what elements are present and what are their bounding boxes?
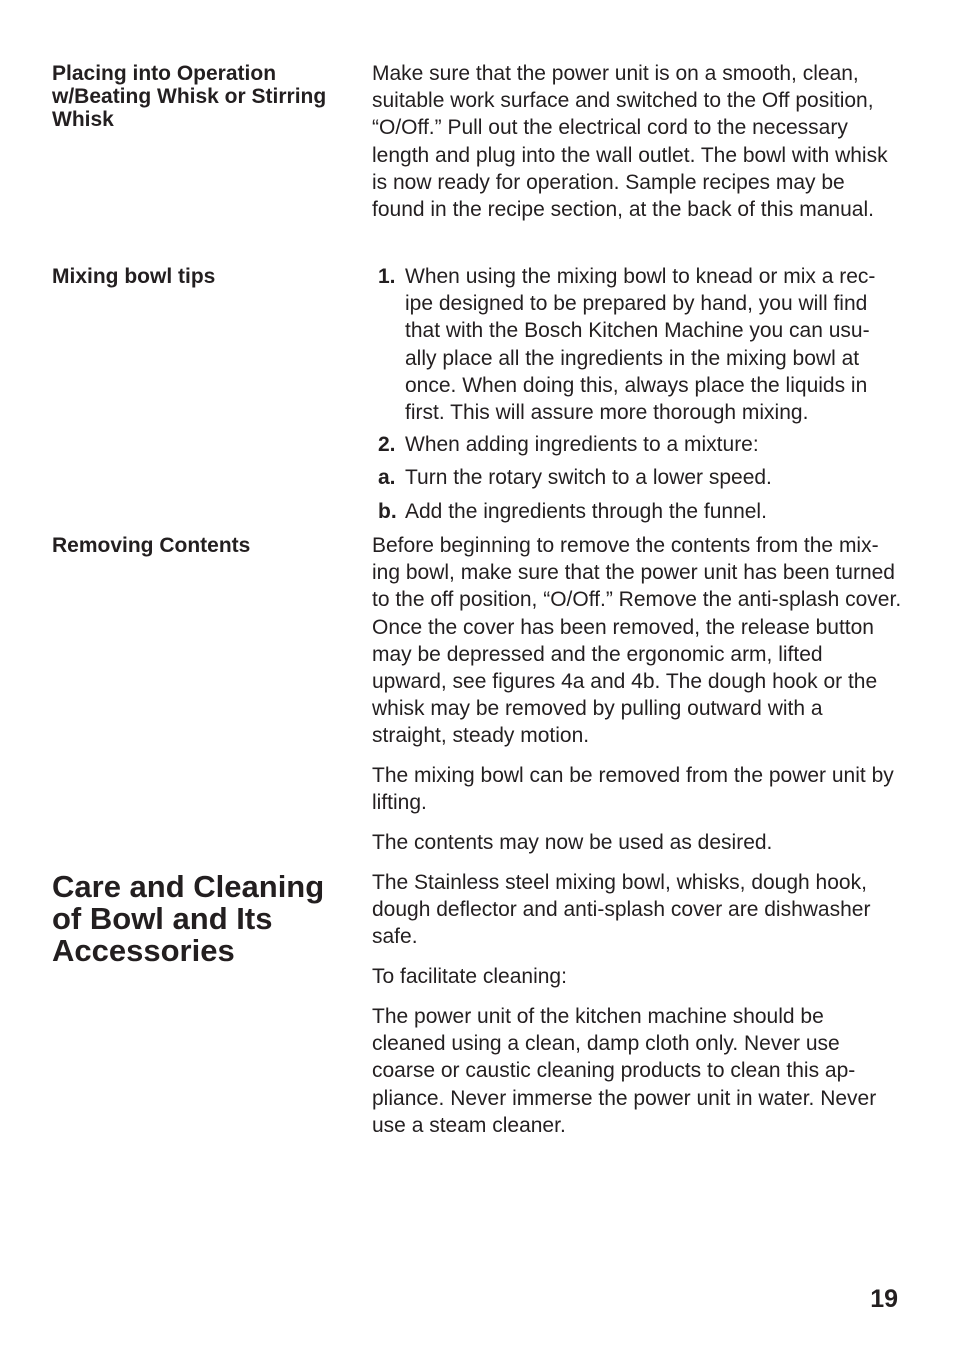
section-title-care-and-cleaning: Care and Cleaning of Bowl and Its Accessories — [52, 869, 325, 968]
page-number: 19 — [870, 1285, 898, 1313]
list-item-marker: b. — [378, 500, 397, 523]
list-item-text: Add the ingredients through the funnel. — [405, 500, 767, 523]
placing-into-operation-text: Make sure that the power unit is on a smooth, clean, suitable work surface and switched to the Off position, “O/Off.” Pull out the electrical cord to the necessary length and plug into the wall outlet. The bowl with whisk is now ready for operation. Sample recipes may be found in the recipe section, at the back of this manual. — [372, 62, 888, 222]
list-item-marker: 2. — [378, 433, 396, 456]
list-item-marker: 1. — [378, 265, 396, 288]
care-paragraph-1: The Stainless steel mixing bowl, whisks, dough hook, dough deflector and anti-splash cover are dishwasher safe. — [372, 871, 871, 949]
removing-contents-paragraph-1: Before beginning to remove the contents from the mix-ing bowl, make sure that the power unit has been turned to the off position, “O/Off.” Remove the anti-splash cover. Once the cover has been removed, the release button may be depressed and the ergonomic arm, lifted upward, see figures 4a and 4b. The dough hook or the whisk may be removed by pulling outward with a straight, steady motion. — [372, 534, 902, 748]
list-item — [378, 464, 898, 491]
list-item-text: When using the mixing bowl to knead or mix a rec-ipe designed to be prepared by hand, you will find that with the Bosch Kitchen Machine you can usu-ally place all the ingredients in the mixing bowl at once. When doing this, always place the liquids in first. This will assure more thorough mixing. — [405, 265, 876, 425]
list-item-marker: a. — [378, 466, 396, 489]
heading-removing-contents: Removing Contents — [52, 534, 251, 557]
heading-placing-into-operation: Placing into Operation w/Beating Whisk or Stirring Whisk — [52, 62, 327, 131]
removing-contents-paragraph-2: The mixing bowl can be removed from the power unit by lifting. — [372, 764, 894, 815]
list-item-text: When adding ingredients to a mixture: — [405, 433, 759, 456]
list-item-text: Turn the rotary switch to a lower speed. — [405, 466, 772, 489]
list-item — [378, 431, 898, 458]
heading-mixing-bowl-tips: Mixing bowl tips — [52, 265, 216, 288]
care-paragraph-2: To facilitate cleaning: — [372, 965, 567, 988]
removing-contents-paragraph-3: The contents may now be used as desired. — [372, 831, 773, 854]
care-paragraph-3: The power unit of the kitchen machine should be cleaned using a clean, damp cloth only. Never use coarse or caustic cleaning products to clean this ap-pliance. Never immerse the power unit in water. Never use a steam cleaner. — [372, 1005, 877, 1137]
list-item — [378, 498, 898, 525]
list-item — [378, 263, 898, 426]
